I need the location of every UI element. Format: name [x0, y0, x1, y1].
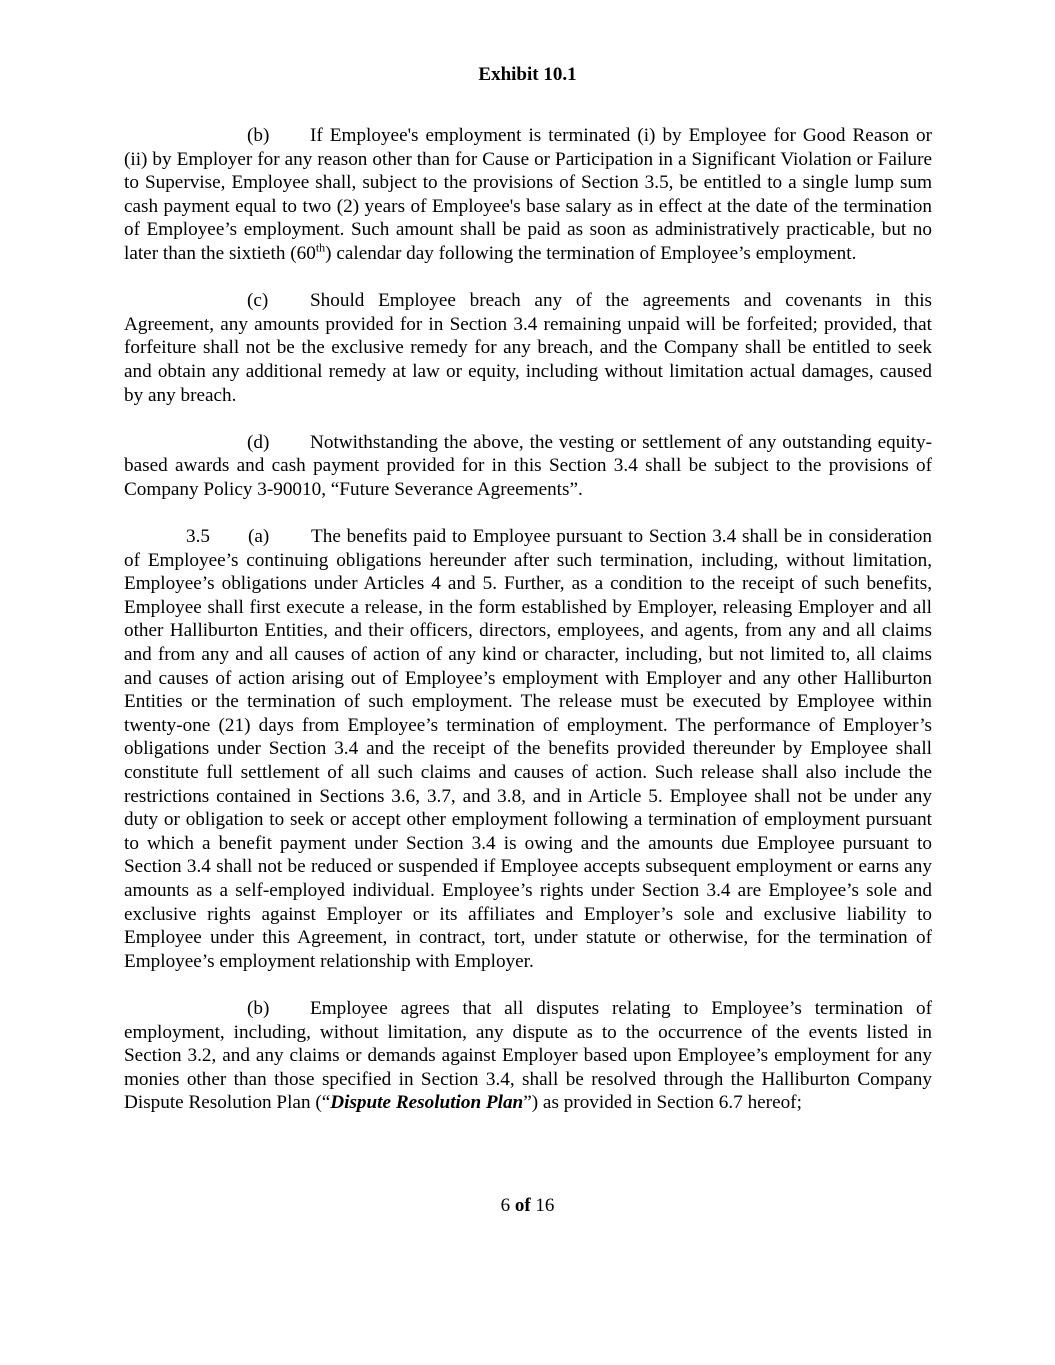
paragraph-text: Should Employee breach any of the agreements and covenants in this Agreement, any amounts provided for in Section 3.4 remaining unpaid will be forfeited; provided, that forfeiture shall not be the exclusive remedy for any breach, and the Company shall be entitled to seek and obtain any additional remedy at law or equity, including without limitation actual damages, caused by any breach.: [124, 290, 932, 406]
ordinal-superscript: th: [315, 240, 326, 255]
paragraph-label: (a): [248, 526, 270, 548]
paragraph-text-continued: ”) as provided in Section 6.7 hereof;: [523, 1092, 802, 1114]
paragraph-3-4-d: [124, 431, 932, 502]
paragraph-3-5-b: [124, 997, 932, 1115]
paragraph-3-4-b: [124, 124, 932, 266]
paragraph-3-5-a: [124, 525, 932, 973]
paragraph-text-continued: ) calendar day following the termination of Employee’s employment.: [325, 242, 857, 264]
paragraph-text: The benefits paid to Employee pursuant to Section 3.4 shall be in consideration of Employee’s continuing obligations hereunder after such termination, including, without limitation, Employee’s obligations under Articles 4 and 5. Further, as a condition to the receipt of such benefits, Employee shall first execute a release, in the form established by Employer, releasing Employer and all other Halliburton Entities, and their officers, directors, employees, and agents, from any and all claims and from any and all causes of action of any kind or character, including, but not limited to, all claims and causes of action arising out of Employee’s employment with Employer and any other Halliburton Entities or the termination of such employment. The release must be executed by Employee within twenty-one (21) days from Employee’s termination of employment. The performance of Employer’s obligations under Section 3.4 and the receipt of the benefits provided thereunder by Employee shall constitute full settlement of all such claims and causes of action. Such release shall also include the restrictions contained in Sections 3.6, 3.7, and 3.8, and in Article 5. Employee shall not be under any duty or obligation to seek or accept other employment following a termination of employment pursuant to which a benefit payment under Section 3.4 is owing and the amounts due Employee pursuant to Section 3.4 shall not be reduced or suspended if Employee accepts subsequent employment or earns any amounts as a self-employed individual. Employee’s rights under Section 3.4 are Employee’s sole and exclusive rights against Employer or its affiliates and Employer’s sole and exclusive liability to Employee under this Agreement, in contract, tort, under statute or otherwise, for the termination of Employee’s employment relationship with Employer.: [124, 526, 932, 972]
paragraph-3-4-c: [124, 289, 932, 407]
page-footer: [0, 1195, 1055, 1217]
exhibit-title: Exhibit 10.1: [478, 64, 577, 85]
page-total: 16: [535, 1195, 555, 1216]
paragraph-text: Notwithstanding the above, the vesting or settlement of any outstanding equity-based awards and cash payment provided for in this Section 3.4 shall be subject to the provisions of Company Policy 3-90010, “Future Severance Agreements”.: [124, 431, 932, 500]
defined-term: Dispute Resolution Plan: [330, 1092, 524, 1114]
paragraph-label: (d): [247, 431, 270, 453]
page-of-label: of: [514, 1195, 531, 1216]
paragraph-label: (b): [247, 125, 270, 146]
section-number: 3.5: [186, 526, 210, 548]
document-body: [124, 124, 932, 1139]
paragraph-text: If Employee's employment is terminated (i) by Employee for Good Reason or (ii) by Employer for any reason other than for Cause or Participation in a Significant Violation or Failure to Supervise, Employee shall, subject to the provisions of Section 3.5, be entitled to a single lump sum cash payment equal to two (2) years of Employee's base salary as in effect at the date of the termination of Employee’s employment. Such amount shall be paid as soon as administratively practicable, but no later than the sixtieth (60: [124, 125, 932, 264]
paragraph-label: (c): [247, 290, 269, 312]
paragraph-label: (b): [247, 997, 270, 1019]
paragraph-text: Employee agrees that all disputes relating to Employee’s termination of employment, including, without limitation, any dispute as to the occurrence of the events listed in Section 3.2, and any claims or demands against Employer based upon Employee’s employment for any monies other than those specified in Section 3.4, shall be resolved through the Halliburton Company Dispute Resolution Plan (“: [124, 997, 932, 1114]
page-number: 6: [500, 1195, 511, 1216]
